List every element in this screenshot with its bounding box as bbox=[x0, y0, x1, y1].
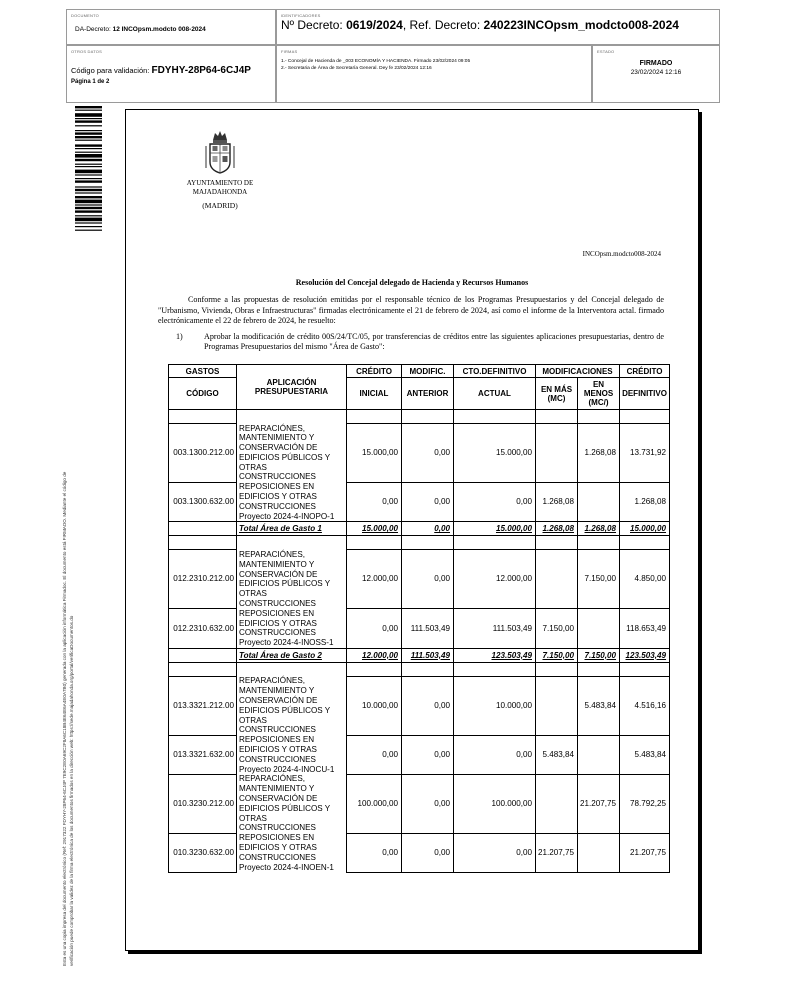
description-line: CONSTRUCCIONES bbox=[239, 472, 316, 482]
spacer-cell bbox=[454, 536, 536, 550]
description-line: REPOSICIONES EN bbox=[239, 608, 315, 618]
spacer-cell bbox=[169, 410, 237, 424]
letterhead bbox=[174, 179, 266, 210]
en-menos-cell: 5.483,84 bbox=[578, 676, 620, 735]
header-aplicacion: APLICACIÓN PRESUPUESTARIA bbox=[237, 365, 347, 410]
spacer-cell bbox=[454, 410, 536, 424]
status-badge: FIRMADO bbox=[639, 60, 673, 67]
en-mas-cell bbox=[536, 774, 578, 833]
anterior-cell: 0,00 bbox=[402, 482, 454, 522]
table-row bbox=[169, 424, 670, 483]
letterhead-line-1: AYUNTAMIENTO DE bbox=[186, 179, 254, 187]
description-cell bbox=[237, 735, 347, 774]
actual-cell: 100.000,00 bbox=[454, 774, 536, 833]
spacer-cell bbox=[620, 410, 670, 424]
description-line: EDIFICIOS Y OTRAS bbox=[239, 492, 317, 502]
code-cell: 010.3230.632.00 bbox=[169, 833, 237, 872]
inicial-cell: 15.000,00 bbox=[347, 522, 402, 536]
firmas-caption: FIRMAS bbox=[281, 49, 298, 54]
definitivo-cell: 78.792,25 bbox=[620, 774, 670, 833]
actual-cell: 12.000,00 bbox=[454, 550, 536, 609]
spacer-cell bbox=[454, 662, 536, 676]
spacer-cell bbox=[578, 410, 620, 424]
description-line: CONSTRUCCIONES bbox=[239, 754, 316, 764]
spacer-cell bbox=[169, 662, 237, 676]
code-cell: 012.2310.632.00 bbox=[169, 609, 237, 649]
description-cell bbox=[237, 550, 347, 609]
description-line: CONSERVACIÓN DE bbox=[239, 569, 318, 579]
letterhead-line-3: (MADRID) bbox=[202, 201, 238, 210]
item-text: Aprobar la modificación de crédito 00S/24/TC/05, por transferencias de créditos entre las siguientes aplicaciones presupuestarias, dentro de Programas Presupuestarios del mismo "Área de Gasto": bbox=[204, 332, 664, 351]
identificadores-cell bbox=[276, 9, 720, 45]
header-definitivo: DEFINITIVO bbox=[620, 378, 670, 410]
definitivo-cell: 21.207,75 bbox=[620, 833, 670, 872]
description-cell bbox=[237, 648, 347, 662]
en-mas-cell bbox=[536, 550, 578, 609]
definitivo-cell: 15.000,00 bbox=[620, 522, 670, 536]
inicial-cell: 0,00 bbox=[347, 735, 402, 774]
en-menos-cell: 21.207,75 bbox=[578, 774, 620, 833]
header-inicial: INICIAL bbox=[347, 378, 402, 410]
en-menos-cell bbox=[578, 482, 620, 522]
spacer-cell bbox=[169, 536, 237, 550]
anterior-cell: 0,00 bbox=[402, 833, 454, 872]
header-cto-definitivo: CTO.DEFINITIVO bbox=[454, 365, 536, 378]
description-cell bbox=[237, 424, 347, 483]
description-cell bbox=[237, 833, 347, 872]
description-line: REPARACIÓNES, bbox=[239, 774, 305, 784]
spacer-cell bbox=[237, 662, 347, 676]
spacer-cell bbox=[402, 536, 454, 550]
header-gastos: GASTOS bbox=[169, 365, 237, 378]
signature-2: 2.- Secretaria de Área de Secretaría General. Dey fe 23/02/2024 12:16 bbox=[281, 66, 432, 71]
status-date: 23/02/2024 12:16 bbox=[630, 69, 682, 76]
documento-caption: DOCUMENTO bbox=[71, 13, 99, 18]
description-line: OTRAS bbox=[239, 462, 267, 472]
description-line: Total Área de Gasto 1 bbox=[239, 524, 322, 534]
spacer-cell bbox=[578, 662, 620, 676]
page-count: Página 1 de 2 bbox=[71, 79, 110, 85]
spacer-cell bbox=[347, 410, 402, 424]
description-line: Proyecto 2024-4-INOSS-1 bbox=[239, 638, 334, 648]
description-line: OTRAS bbox=[239, 715, 267, 725]
table-spacer-row bbox=[169, 662, 670, 676]
estado-cell bbox=[592, 45, 720, 103]
description-line: REPARACIÓNES, bbox=[239, 423, 305, 433]
table-total-row bbox=[169, 522, 670, 536]
spacer-cell bbox=[620, 662, 670, 676]
credit-modification-table bbox=[168, 364, 670, 873]
validation-code: Código para validación: FDYHY-28P64-6CJ4P bbox=[71, 65, 251, 76]
code-cell: 003.1300.212.00 bbox=[169, 424, 237, 483]
en-mas-cell: 7.150,00 bbox=[536, 648, 578, 662]
document-page bbox=[125, 109, 699, 951]
description-line: Total Área de Gasto 2 bbox=[239, 650, 322, 660]
table-spacer-row bbox=[169, 410, 670, 424]
en-mas-cell: 7.150,00 bbox=[536, 609, 578, 649]
description-line: CONSERVACIÓN DE bbox=[239, 443, 318, 453]
actual-cell: 0,00 bbox=[454, 833, 536, 872]
side-text-line-2: verificación puede comprobar la validez de la firma electrónica de los documentos firmados en la dirección web: https://sede.majadahonda.org/portal/verificaDocumentos.do bbox=[69, 615, 74, 966]
description-line: CONSTRUCCIONES bbox=[239, 628, 316, 638]
description-line: Proyecto 2024-4-INOCU-1 bbox=[239, 764, 335, 774]
documento-cell bbox=[66, 9, 276, 45]
spacer-cell bbox=[578, 536, 620, 550]
description-line: EDIFICIOS Y OTRAS bbox=[239, 842, 317, 852]
en-menos-cell: 1.268,08 bbox=[578, 424, 620, 483]
actual-cell: 0,00 bbox=[454, 735, 536, 774]
otros-datos-cell bbox=[66, 45, 276, 103]
description-line: CONSTRUCCIONES bbox=[239, 823, 316, 833]
inicial-cell: 0,00 bbox=[347, 833, 402, 872]
otros-caption: OTROS DATOS bbox=[71, 49, 102, 54]
header-credito-2: CRÉDITO bbox=[620, 365, 670, 378]
code-cell: 003.1300.632.00 bbox=[169, 482, 237, 522]
definitivo-cell: 1.268,08 bbox=[620, 482, 670, 522]
description-line: REPARACIÓNES, bbox=[239, 676, 305, 686]
code-cell: 010.3230.212.00 bbox=[169, 774, 237, 833]
actual-cell: 15.000,00 bbox=[454, 522, 536, 536]
definitivo-cell: 13.731,92 bbox=[620, 424, 670, 483]
actual-cell: 15.000,00 bbox=[454, 424, 536, 483]
code-cell: 013.3321.212.00 bbox=[169, 676, 237, 735]
description-line: EDIFICIOS PÚBLICOS Y bbox=[239, 705, 331, 715]
description-line: CONSTRUCCIONES bbox=[239, 852, 316, 862]
description-line: Proyecto 2024-4-INOPO-1 bbox=[239, 511, 335, 521]
description-line: CONSTRUCCIONES bbox=[239, 725, 316, 735]
document-reference: INCOpsm.modcto008-2024 bbox=[582, 250, 661, 258]
actual-cell: 123.503,49 bbox=[454, 648, 536, 662]
code-cell bbox=[169, 648, 237, 662]
actual-cell: 111.503,49 bbox=[454, 609, 536, 649]
en-menos-cell bbox=[578, 735, 620, 774]
description-cell bbox=[237, 482, 347, 522]
signature-1: 1.- Concejal de Hacienda de _003 ECONOMÍA Y HACIENDA. Firmado 23/02/2024 09:05 bbox=[281, 59, 471, 64]
resolution-title: Resolución del Concejal delegado de Hacienda y Recursos Humanos bbox=[295, 278, 529, 287]
anterior-cell: 111.503,49 bbox=[402, 609, 454, 649]
anterior-cell: 0,00 bbox=[402, 522, 454, 536]
table-spacer-row bbox=[169, 536, 670, 550]
header-codigo: CÓDIGO bbox=[169, 378, 237, 410]
description-line: EDIFICIOS Y OTRAS bbox=[239, 745, 317, 755]
table-body bbox=[169, 410, 670, 873]
letterhead-line-2: MAJADAHONDA bbox=[192, 188, 248, 196]
table-row bbox=[169, 550, 670, 609]
en-mas-cell: 1.268,08 bbox=[536, 482, 578, 522]
description-line: EDIFICIOS PÚBLICOS Y bbox=[239, 452, 331, 462]
definitivo-cell: 5.483,84 bbox=[620, 735, 670, 774]
header-modificaciones: MODIFICACIONES bbox=[536, 365, 620, 378]
spacer-cell bbox=[536, 662, 578, 676]
spacer-cell bbox=[402, 410, 454, 424]
inicial-cell: 12.000,00 bbox=[347, 648, 402, 662]
spacer-cell bbox=[536, 410, 578, 424]
en-mas-cell bbox=[536, 676, 578, 735]
description-line: REPOSICIONES EN bbox=[239, 482, 315, 492]
description-line: EDIFICIOS PÚBLICOS Y bbox=[239, 803, 331, 813]
header-en-menos: EN MENOS (MC/) bbox=[578, 378, 620, 410]
spacer-cell bbox=[536, 536, 578, 550]
en-mas-cell: 5.483,84 bbox=[536, 735, 578, 774]
definitivo-cell: 123.503,49 bbox=[620, 648, 670, 662]
inicial-cell: 10.000,00 bbox=[347, 676, 402, 735]
definitivo-cell: 118.653,49 bbox=[620, 609, 670, 649]
description-line: REPOSICIONES EN bbox=[239, 833, 315, 843]
description-line: OTRAS bbox=[239, 589, 267, 599]
firmas-cell bbox=[276, 45, 592, 103]
description-line: CONSTRUCCIONES bbox=[239, 501, 316, 511]
table-row bbox=[169, 482, 670, 522]
description-line: CONSTRUCCIONES bbox=[239, 598, 316, 608]
anterior-cell: 0,00 bbox=[402, 676, 454, 735]
description-cell bbox=[237, 676, 347, 735]
description-cell bbox=[237, 609, 347, 649]
inicial-cell: 15.000,00 bbox=[347, 424, 402, 483]
anterior-cell: 0,00 bbox=[402, 774, 454, 833]
description-line: OTRAS bbox=[239, 813, 267, 823]
inicial-cell: 12.000,00 bbox=[347, 550, 402, 609]
code-cell bbox=[169, 522, 237, 536]
code-cell: 012.2310.212.00 bbox=[169, 550, 237, 609]
intro-paragraph: Conforme a las propuestas de resolución emitidas por el responsable técnico de los Programas Presupuestarios y del Concejal delegado de "Urbanismo, Vivienda, Obras e Infraestructuras" firmadas electrónicamente el 21 de febrero de 2024, así como el informe de la Interventora actal. firmado electrónicamente el 22 de febrero de 2024, he resuelto: bbox=[158, 295, 664, 326]
inicial-cell: 0,00 bbox=[347, 482, 402, 522]
anterior-cell: 111.503,49 bbox=[402, 648, 454, 662]
barcode-image bbox=[75, 106, 102, 278]
anterior-cell: 0,00 bbox=[402, 735, 454, 774]
description-line: REPOSICIONES EN bbox=[239, 735, 315, 745]
description-line: EDIFICIOS Y OTRAS bbox=[239, 618, 317, 628]
documento-value: DA-Decreto: 12 INCOpsm.modcto 008-2024 bbox=[75, 26, 206, 33]
en-mas-cell bbox=[536, 424, 578, 483]
table-row bbox=[169, 833, 670, 872]
table-row bbox=[169, 774, 670, 833]
definitivo-cell: 4.516,16 bbox=[620, 676, 670, 735]
decreto-identifier: Nº Decreto: 0619/2024, Ref. Decreto: 240223INCOpsm_modcto008-2024 bbox=[281, 18, 679, 32]
spacer-cell bbox=[402, 662, 454, 676]
actual-cell: 10.000,00 bbox=[454, 676, 536, 735]
description-line: REPARACIÓNES, bbox=[239, 549, 305, 559]
description-line: MANTENIMIENTO Y bbox=[239, 686, 315, 696]
table-total-row bbox=[169, 648, 670, 662]
description-line: EDIFICIOS PÚBLICOS Y bbox=[239, 579, 331, 589]
header-en-mas: EN MÁS (MC) bbox=[536, 378, 578, 410]
code-cell: 013.3321.632.00 bbox=[169, 735, 237, 774]
en-menos-cell: 7.150,00 bbox=[578, 550, 620, 609]
verification-side-text bbox=[61, 306, 75, 966]
description-line: MANTENIMIENTO Y bbox=[239, 784, 315, 794]
spacer-cell bbox=[347, 536, 402, 550]
description-line: Proyecto 2024-4-INOEN-1 bbox=[239, 862, 334, 872]
identificadores-caption: IDENTIFICADORES bbox=[281, 13, 321, 18]
actual-cell: 0,00 bbox=[454, 482, 536, 522]
header-actual: ACTUAL bbox=[454, 378, 536, 410]
anterior-cell: 0,00 bbox=[402, 550, 454, 609]
header-credito: CRÉDITO bbox=[347, 365, 402, 378]
spacer-cell bbox=[237, 536, 347, 550]
spacer-cell bbox=[237, 410, 347, 424]
en-menos-cell bbox=[578, 609, 620, 649]
header-modific: MODIFIC. bbox=[402, 365, 454, 378]
description-line: CONSERVACIÓN DE bbox=[239, 794, 318, 803]
spacer-cell bbox=[347, 662, 402, 676]
definitivo-cell: 4.850,00 bbox=[620, 550, 670, 609]
coat-of-arms-icon bbox=[204, 128, 236, 174]
en-mas-cell: 21.207,75 bbox=[536, 833, 578, 872]
en-menos-cell: 7.150,00 bbox=[578, 648, 620, 662]
document-header bbox=[66, 9, 720, 103]
inicial-cell: 100.000,00 bbox=[347, 774, 402, 833]
side-text-line-1: Esta es una copia impresa del documento electrónico (Ref: 2917322 FDYHY-28P64-6CJ4P 7E9C2E0A69C2F8A6C18B4E64E6A4E0A7B0) generada con la aplicación informática Firmadoc. El documento está FIRMADO. Mediante el código de bbox=[62, 471, 67, 966]
item-number: 1) bbox=[176, 332, 183, 341]
inicial-cell: 0,00 bbox=[347, 609, 402, 649]
table-row bbox=[169, 735, 670, 774]
anterior-cell: 0,00 bbox=[402, 424, 454, 483]
estado-caption: ESTADO bbox=[597, 49, 615, 54]
en-menos-cell: 1.268,08 bbox=[578, 522, 620, 536]
en-menos-cell bbox=[578, 833, 620, 872]
en-mas-cell: 1.268,08 bbox=[536, 522, 578, 536]
description-line: MANTENIMIENTO Y bbox=[239, 559, 315, 569]
spacer-cell bbox=[620, 536, 670, 550]
description-cell bbox=[237, 774, 347, 833]
table-row bbox=[169, 676, 670, 735]
header-anterior: ANTERIOR bbox=[402, 378, 454, 410]
description-line: CONSERVACIÓN DE bbox=[239, 696, 318, 706]
description-line: MANTENIMIENTO Y bbox=[239, 433, 315, 443]
table-row bbox=[169, 609, 670, 649]
description-cell bbox=[237, 522, 347, 536]
